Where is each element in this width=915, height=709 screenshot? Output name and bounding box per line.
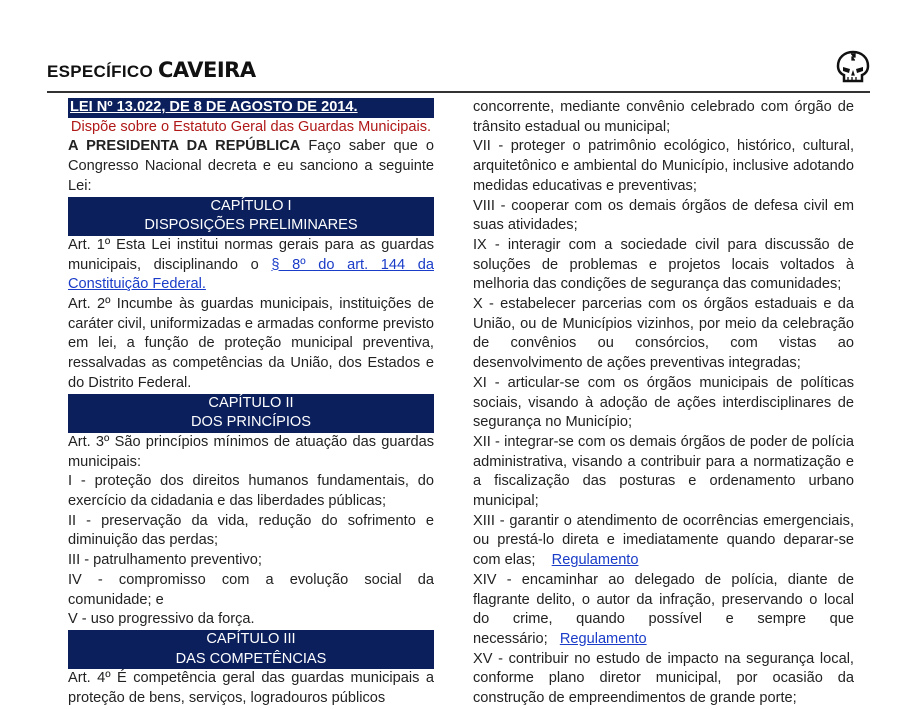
chapter-number: CAPÍTULO II xyxy=(208,394,294,411)
chapter-header xyxy=(68,630,434,669)
article-text: Art. 1º Esta Lei institui normas gerais para as guardas municipais, disciplinando o xyxy=(68,236,434,273)
brand-name: CAVEIRA xyxy=(158,58,256,82)
list-item: III - patrulhamento preventivo; xyxy=(68,552,262,569)
list-item: II - preservação da vida, redução do sofrimento e diminuição das perdas; xyxy=(68,512,434,549)
item-text: XIV - encaminhar ao delegado de polícia, diante de flagrante delito, o autor da infração, preservando o local do crime, quando possível e sempre que necessário; xyxy=(473,571,854,647)
list-item: IV - compromisso com a evolução social da comunidade; e xyxy=(68,571,434,608)
brand-prefix: ESPECÍFICO xyxy=(47,62,153,81)
preamble xyxy=(68,137,434,196)
chapter-title: DISPOSIÇÕES PRELIMINARES xyxy=(144,217,358,234)
list-item xyxy=(473,571,854,650)
chapter-header xyxy=(68,197,434,236)
regulamento-link[interactable]: Regulamento xyxy=(559,630,647,647)
list-item: XV - contribuir no estudo de impacto na segurança local, conforme plano diretor municipal, por ocasião da construção de empreendimentos de grande porte; xyxy=(473,650,854,707)
law-title: LEI Nº 13.022, DE 8 DE AGOSTO DE 2014. xyxy=(68,98,434,118)
chapter-title: DOS PRINCÍPIOS xyxy=(190,414,311,431)
article-2: Art. 2º Incumbe às guardas municipais, instituições de caráter civil, uniformizadas e armadas conforme previsto em lei, a função de proteção municipal preventiva, ressalvadas as competências da União, dos Estados e do Distrito Federal. xyxy=(68,296,434,391)
list-item xyxy=(473,512,854,571)
list-item: VIII - cooperar com os demais órgãos de defesa civil em suas atividades; xyxy=(473,197,854,234)
chapter-title: DAS COMPETÊNCIAS xyxy=(175,650,327,667)
item-text: XIII - garantir o atendimento de ocorrências emergenciais, ou prestá-lo direta e imediatamente quando deparar-se com elas; xyxy=(473,512,854,569)
list-item: concorrente, mediante convênio celebrado com órgão de trânsito estadual ou municipal; xyxy=(473,99,854,135)
preamble-bold: A PRESIDENTA DA REPÚBLICA xyxy=(68,138,301,155)
chapter-number: CAPÍTULO I xyxy=(210,197,292,214)
list-item: I - proteção dos direitos humanos fundamentais, do exercício da cidadania e das liberdades públicas; xyxy=(68,473,434,510)
constitution-link[interactable]: § 8º do art. 144 da Constituição Federal. xyxy=(68,256,434,293)
chapter-header xyxy=(68,394,434,433)
list-item: VII - proteger o patrimônio ecológico, histórico, cultural, arquitetônico e ambiental do Município, inclusive adotando medidas educativas e preventivas; xyxy=(473,138,854,194)
article-4: Art. 4º É competência geral das guardas municipais a proteção de bens, serviços, logradouros públicos xyxy=(68,670,434,707)
header-divider xyxy=(47,91,870,93)
regulamento-link[interactable]: Regulamento xyxy=(551,552,639,569)
preamble-text: Faço saber que o Congresso Nacional decreta e eu sanciono a seguinte Lei: xyxy=(68,138,434,194)
list-item: X - estabelecer parcerias com os órgãos estaduais e da União, ou de Municípios vizinhos, por meio da celebração de convênios ou consórcios, com vistas ao desenvolvimento de ações preventivas integradas; xyxy=(473,296,854,372)
article-3: Art. 3º São princípios mínimos de atuação das guardas municipais: xyxy=(68,433,434,470)
right-column xyxy=(473,98,854,709)
list-item: XI - articular-se com os órgãos municipais de políticas sociais, visando à adoção de ações interdisciplinares de segurança no Município; xyxy=(473,374,854,431)
list-item: XII - integrar-se com os demais órgãos de poder de polícia administrativa, visando a contribuir para a normatização e a fiscalização das posturas e ordenamento urbano municipal; xyxy=(473,433,854,510)
left-column xyxy=(68,98,434,709)
skull-icon xyxy=(835,50,871,84)
chapter-number: CAPÍTULO III xyxy=(206,630,296,647)
list-item: IX - interagir com a sociedade civil para discussão de soluções de problemas e projetos locais voltados à melhoria das condições de segurança das comunidades; xyxy=(473,236,854,293)
brand-logo xyxy=(47,58,256,82)
article-1 xyxy=(68,236,434,295)
law-summary: Dispõe sobre o Estatuto Geral das Guardas Municipais. xyxy=(70,118,432,135)
list-item: V - uso progressivo da força. xyxy=(68,611,255,628)
